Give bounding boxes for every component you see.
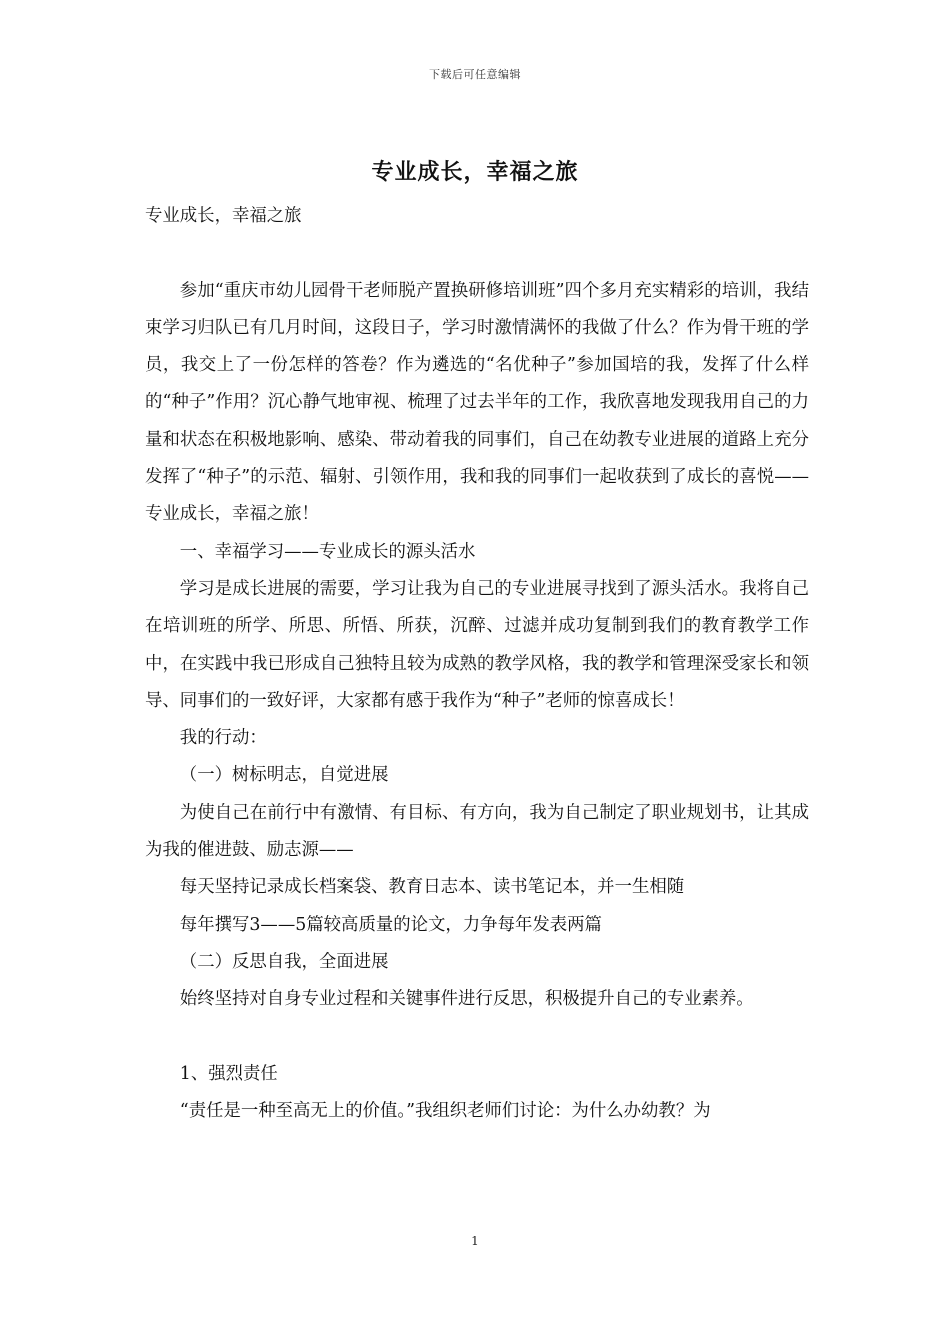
paragraph-learning: 学习是成长进展的需要，学习让我为自己的专业进展寻找到了源头活水。我将自己在培训班的所学、所思、所悟、所获，沉醉、过滤并成功复制到我们的教育教学工作中，在实践中我已形成自己独特且较为成熟的教学风格，我的教学和管理深受家长和领导、同事们的一致好评，大家都有感于我作为“种子”老师的惊喜成长！ xyxy=(145,578,809,711)
blank-line xyxy=(145,235,809,272)
paragraph-yearly-papers: 每年撰写3——5篇较高质量的论文，力争每年发表两篇 xyxy=(179,914,602,935)
paragraph-reflection: 始终坚持对自身专业过程和关键事件进行反思，积极提升自己的专业素养。 xyxy=(179,989,754,1010)
paragraph-daily-record: 每天坚持记录成长档案袋、教育日志本、读书笔记本，并一生相随 xyxy=(179,877,685,898)
paragraph-career-plan: 为使自己在前行中有激情、有目标、有方向，我为自己制定了职业规划书，让其成为我的催进鼓、励志源—— xyxy=(145,802,809,861)
subheading-goal: （一）树标明志，自觉进展 xyxy=(179,765,389,786)
blank-line xyxy=(145,1019,809,1056)
paragraph-my-actions: 我的行动： xyxy=(179,728,267,749)
section-heading-1: 一、幸福学习——专业成长的源头活水 xyxy=(179,541,476,562)
paragraph-responsibility: “责任是一种至高无上的价值。”我组织老师们讨论：为什么办幼教？为 xyxy=(179,1101,711,1122)
page-number: 1 xyxy=(471,1234,479,1248)
subheading-responsibility: 1、强烈责任 xyxy=(179,1063,278,1084)
subheading-reflection: （二）反思自我，全面进展 xyxy=(179,951,389,972)
document-subtitle: 专业成长，幸福之旅 xyxy=(145,206,302,226)
document-body xyxy=(145,198,809,1130)
header-note: 下载后可任意编辑 xyxy=(429,68,521,81)
document-title: 专业成长，幸福之旅 xyxy=(371,159,579,185)
paragraph-intro: 参加“重庆市幼儿园骨干老师脱产置换研修培训班”四个多月充实精彩的培训，我结束学习归队已有几月时间，这段日子，学习时激情满怀的我做了什么？作为骨干班的学员，我交上了一份怎样的答卷？作为遴选的“名优种子”参加国培的我，发挥了什么样的“种子”作用？沉心静气地审视、梳理了过去半年的工作，我欣喜地发现我用自己的力量和状态在积极地影响、感染、带动着我的同事们，自己在幼教专业进展的道路上充分发挥了“种子”的示范、辐射、引领作用，我和我的同事们一起收获到了成长的喜悦——专业成长，幸福之旅！ xyxy=(145,280,809,525)
